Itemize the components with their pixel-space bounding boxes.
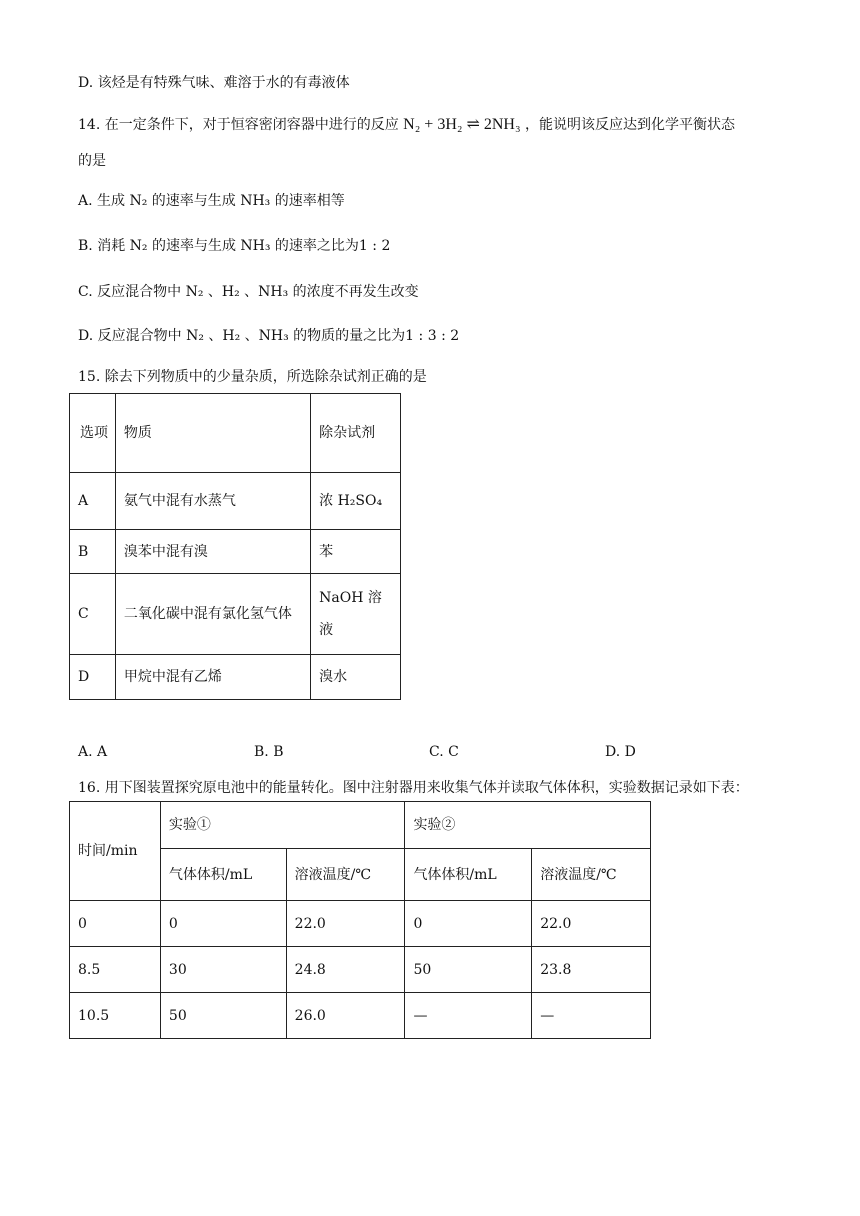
- cell-temp-1: 22.0: [286, 901, 405, 947]
- q15-stem: 15. 除去下列物质中的少量杂质，所选除杂试剂正确的是: [78, 369, 427, 385]
- q14-stem: [78, 115, 735, 135]
- cell-volume-2: —: [405, 993, 532, 1039]
- q14-option-a: A. 生成 N₂ 的速率与生成 NH₃ 的速率相等: [78, 193, 345, 209]
- q14-option-c: C. 反应混合物中 N₂ 、H₂ 、NH₃ 的浓度不再发生改变: [78, 284, 419, 300]
- cell-reagent: NaOH 溶液: [311, 574, 401, 655]
- q15-choices: [78, 744, 778, 764]
- choice-c[interactable]: C. C: [429, 744, 459, 760]
- cell-time: 8.5: [70, 947, 161, 993]
- cell-volume-1: 50: [160, 993, 286, 1039]
- table-header-row: [70, 394, 401, 473]
- cell-volume-2: 50: [405, 947, 532, 993]
- q16-stem: 16. 用下图装置探究原电池中的能量转化。图中注射器用来收集气体并读取气体体积，实验数据记录如下表：: [78, 780, 749, 796]
- cell-time: 10.5: [70, 993, 161, 1039]
- cell-option: A: [70, 473, 116, 530]
- cell-temp-1: 26.0: [286, 993, 405, 1039]
- q14-option-b: B. 消耗 N₂ 的速率与生成 NH₃ 的速率之比为1 : 2: [78, 238, 391, 254]
- header-exp2: 实验②: [405, 802, 651, 849]
- cell-option: C: [70, 574, 116, 655]
- table-row: [70, 901, 651, 947]
- q16-table: [69, 801, 651, 1039]
- table-row: [70, 530, 401, 574]
- header-time: 时间/min: [70, 802, 161, 901]
- q14-equation: N₂ + 3H₂ ⇌ 2NH₃: [403, 116, 521, 133]
- q14-stem-line2: 的是: [78, 153, 106, 169]
- cell-substance: 二氧化碳中混有氯化氢气体: [115, 574, 310, 655]
- cell-time: 0: [70, 901, 161, 947]
- subheader-volume-1: 气体体积/mL: [160, 849, 286, 901]
- table-row: [70, 473, 401, 530]
- subheader-temp-2: 溶液温度/℃: [532, 849, 651, 901]
- cell-option: B: [70, 530, 116, 574]
- choice-b[interactable]: B. B: [254, 744, 284, 760]
- q13-option-d: D. 该烃是有特殊气味、难溶于水的有毒液体: [78, 75, 350, 91]
- header-option: 选项: [70, 394, 116, 473]
- cell-temp-2: 23.8: [532, 947, 651, 993]
- header-substance: 物质: [115, 394, 310, 473]
- cell-option: D: [70, 655, 116, 700]
- subheader-temp-1: 溶液温度/℃: [286, 849, 405, 901]
- header-exp1: 实验①: [160, 802, 405, 849]
- table-row: [70, 993, 651, 1039]
- cell-substance: 甲烷中混有乙烯: [115, 655, 310, 700]
- cell-volume-2: 0: [405, 901, 532, 947]
- header-reagent: 除杂试剂: [311, 394, 401, 473]
- cell-reagent: 浓 H₂SO₄: [311, 473, 401, 530]
- cell-temp-2: 22.0: [532, 901, 651, 947]
- cell-temp-2: —: [532, 993, 651, 1039]
- choice-d[interactable]: D. D: [605, 744, 636, 760]
- cell-substance: 氨气中混有水蒸气: [115, 473, 310, 530]
- table-header-row: [70, 802, 651, 849]
- choice-a[interactable]: A. A: [78, 744, 108, 760]
- cell-temp-1: 24.8: [286, 947, 405, 993]
- cell-reagent: 溴水: [311, 655, 401, 700]
- q14-option-d: D. 反应混合物中 N₂ 、H₂ 、NH₃ 的物质的量之比为1 : 3 : 2: [78, 328, 460, 344]
- table-row: [70, 947, 651, 993]
- table-row: [70, 574, 401, 655]
- cell-reagent: 苯: [311, 530, 401, 574]
- q14-stem-suffix: ，能说明该反应达到化学平衡状态: [525, 117, 736, 133]
- cell-substance: 溴苯中混有溴: [115, 530, 310, 574]
- cell-volume-1: 30: [160, 947, 286, 993]
- q15-table: [69, 393, 401, 700]
- cell-volume-1: 0: [160, 901, 286, 947]
- subheader-volume-2: 气体体积/mL: [405, 849, 532, 901]
- table-row: [70, 655, 401, 700]
- q14-stem-prefix: 14. 在一定条件下，对于恒容密闭容器中进行的反应: [78, 117, 399, 133]
